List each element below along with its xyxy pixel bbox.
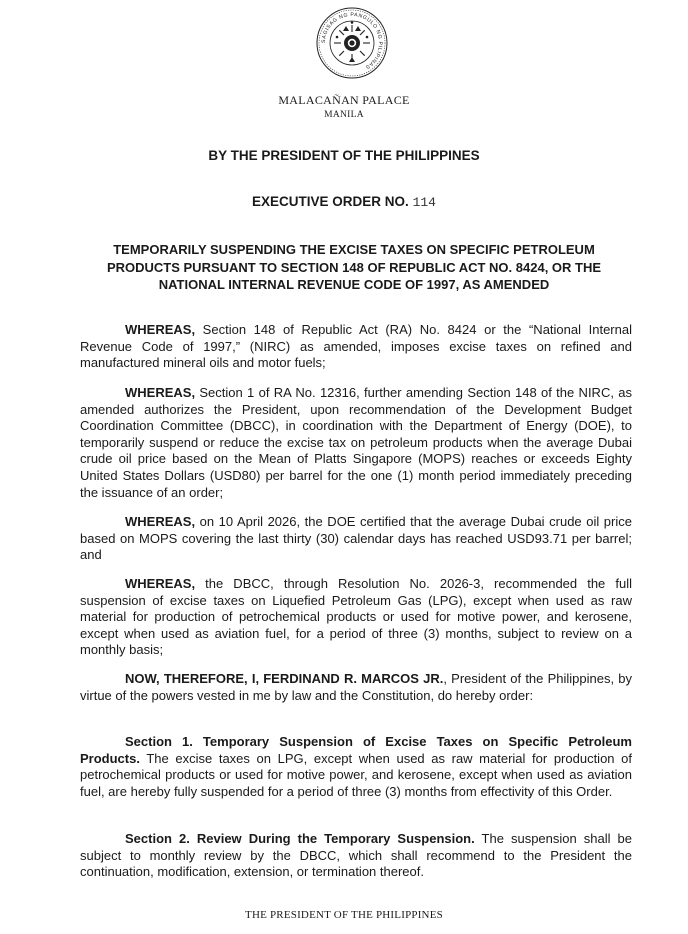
whereas-clause-4 bbox=[80, 576, 632, 659]
by-line: BY THE PRESIDENT OF THE PHILIPPINES bbox=[208, 148, 480, 163]
clause-lead: WHEREAS, bbox=[125, 322, 196, 337]
section-text: The suspension shall be subject to monthly review by the DBCC, which shall recommend to the President the continuation, modification, extension, or termination thereof. bbox=[80, 831, 632, 880]
clause-text: on 10 April 2026, the DOE certified that the average Dubai crude oil price based on MOPS covering the last thirty (30) calendar days has reached USD93.71 per barrel; and bbox=[80, 514, 632, 563]
whereas-clause-2 bbox=[80, 385, 632, 501]
title-line: TEMPORARILY SUSPENDING THE EXCISE TAXES ON SPECIFIC PETROLEUM bbox=[113, 242, 595, 257]
clause-text: Section 1 of RA No. 12316, further amending Section 148 of the NIRC, as amended authorizes the President, upon recommendation of the Development Budget Coordination Committee (DBCC), in coordination with the Department of Energy (DOE), to temporarily suspend or reduce the excise tax on petroleum products when the average Dubai crude oil price based on the Mean of Platts Singapore (MOPS) reaches or exceeds Eighty United States Dollars (USD80) per barrel for the one (1) month period immediately preceding the issuance of an order; bbox=[80, 385, 632, 500]
order-number: 114 bbox=[412, 195, 436, 210]
clause-text: Section 148 of Republic Act (RA) No. 8424 or the “National Internal Revenue Code of 1997,” (NIRC) as amended, imposes excise taxes on refined and manufactured mineral oils and motor fuels; bbox=[80, 322, 632, 371]
clause-lead: WHEREAS, bbox=[125, 576, 196, 591]
palace-name: MALACAÑAN PALACE bbox=[278, 93, 410, 107]
order-prefix: EXECUTIVE ORDER NO. bbox=[252, 194, 409, 209]
clause-lead: WHEREAS, bbox=[125, 514, 196, 529]
clause-text: , President of the Philippines, by virtue of the powers vested in me by law and the Constitution, do hereby order: bbox=[80, 671, 632, 703]
order-title bbox=[74, 241, 634, 294]
title-line: NATIONAL INTERNAL REVENUE CODE OF 1997, AS AMENDED bbox=[158, 277, 550, 292]
section-heading: Section 2. Review During the Temporary Suspension. bbox=[125, 831, 475, 846]
clause-text: the DBCC, through Resolution No. 2026-3, recommended the full suspension of excise taxes on Liquefied Petroleum Gas (LPG), except when used as raw material for production of petrochemical products or used for motive power, and kerosene, except when used as aviation fuel, for a period of three (3) months, subject to review on a monthly basis; bbox=[80, 576, 632, 658]
whereas-clause-1 bbox=[80, 322, 632, 372]
clause-lead: NOW, THEREFORE, I, FERDINAND R. MARCOS JR. bbox=[125, 671, 444, 686]
title-line: PRODUCTS PURSUANT TO SECTION 148 OF REPUBLIC ACT NO. 8424, OR THE bbox=[106, 259, 602, 275]
section-1 bbox=[80, 734, 632, 800]
now-therefore-clause bbox=[80, 671, 632, 704]
whereas-clause-3 bbox=[80, 514, 632, 564]
clause-lead: WHEREAS, bbox=[125, 385, 196, 400]
order-heading bbox=[0, 194, 688, 210]
presidential-seal-icon bbox=[316, 7, 388, 79]
page-footer: THE PRESIDENT OF THE PHILIPPINES bbox=[245, 909, 443, 921]
section-2 bbox=[80, 831, 632, 881]
section-text: The excise taxes on LPG, except when used as raw material for production of petrochemical products or used for motive power, and kerosene, except when used as aviation fuel, are hereby fully suspended for a period of three (3) months from effectivity of this Order. bbox=[80, 750, 632, 799]
city-name: MANILA bbox=[324, 110, 364, 120]
seal-text: SAGISAG NG PANGULO NG PILIPINAS bbox=[320, 11, 384, 71]
section-heading: Section 1. Temporary Suspension of Excise Taxes on Specific Petroleum Products. bbox=[80, 734, 632, 766]
